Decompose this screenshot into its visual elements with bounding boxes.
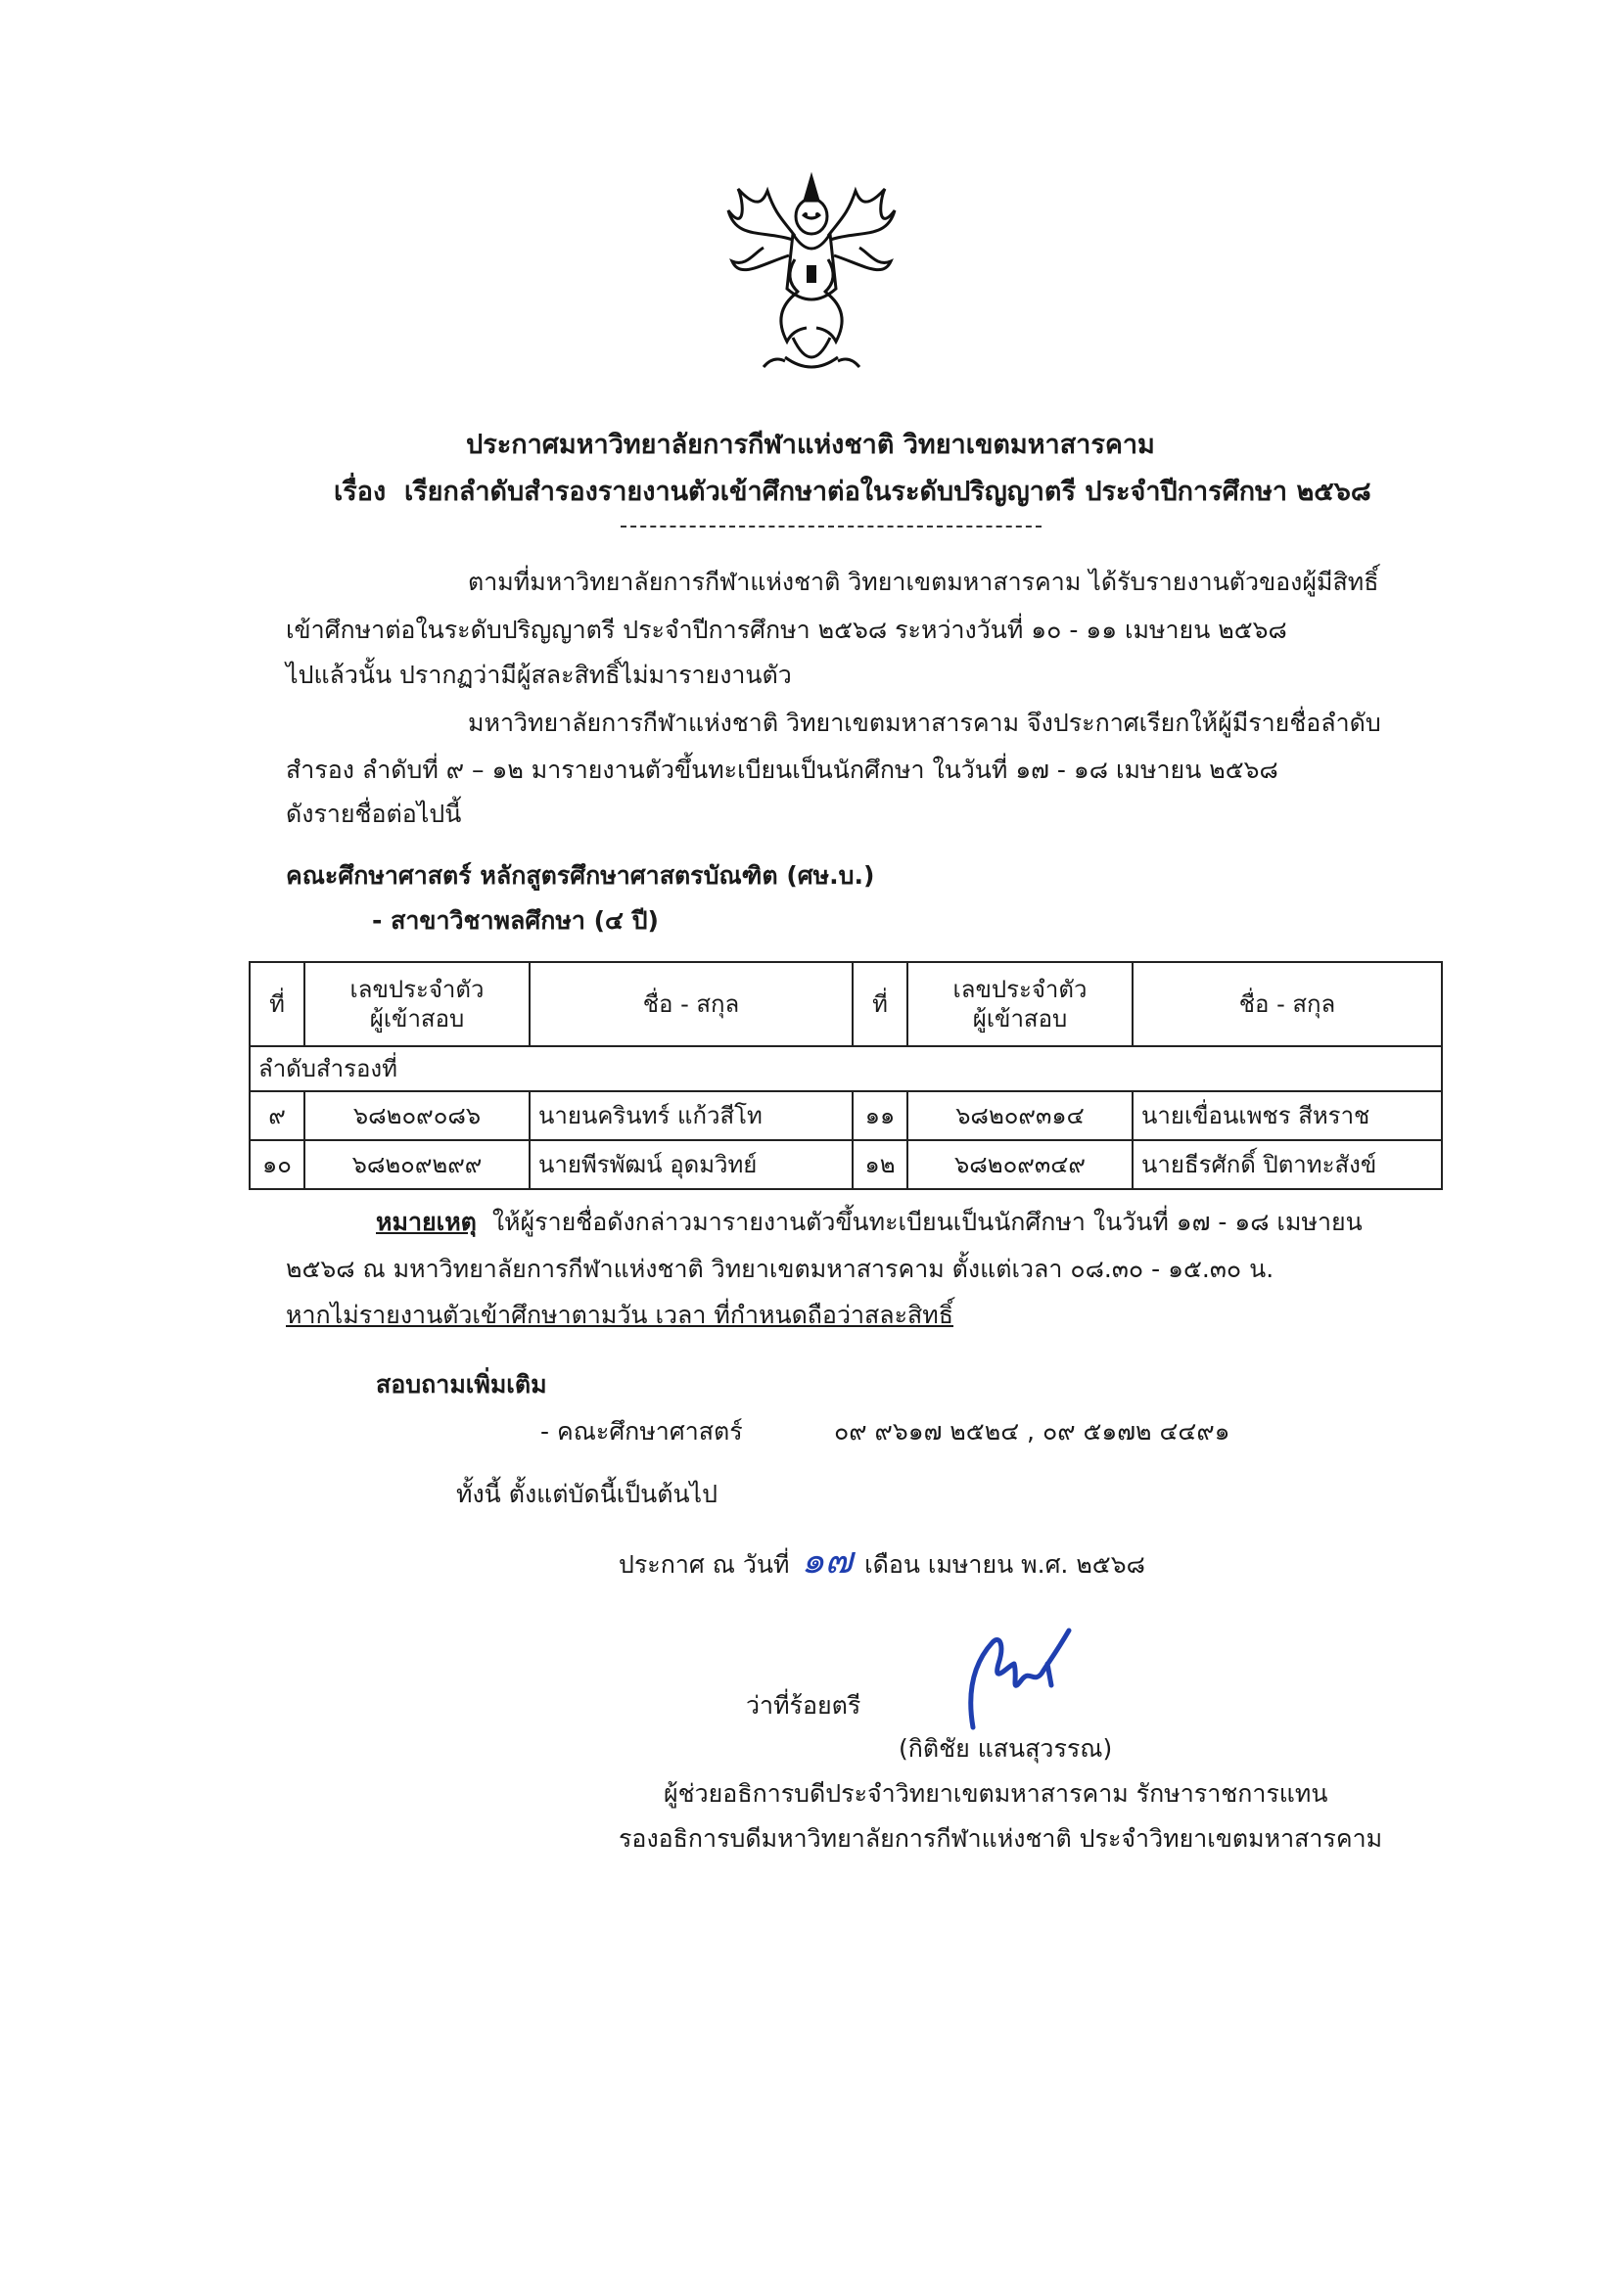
- header-id-line2: ผู้เข้าสอบ: [369, 1005, 465, 1033]
- para1-line2: เข้าศึกษาต่อในระดับปริญญาตรี ประจำปีการศึกษา ๒๕๖๘ ระหว่างวันที่ ๑๐ - ๑๑ เมษายน ๒๕๖๘: [286, 616, 1287, 644]
- note-text: ให้ผู้รายชื่อดังกล่าวมารายงานตัวขึ้นทะเบียนเป็นนักศึกษา ในวันที่ ๑๗ - ๑๘ เมษายน: [491, 1208, 1363, 1236]
- header-id-line1: เลขประจำตัว: [952, 976, 1088, 1003]
- reserve-list-table: [249, 961, 1443, 1190]
- signatory-position2: รองอธิการบดีมหาวิทยาลัยการกีฬาแห่งชาติ ประจำวิทยาเขตมหาสารคาม: [619, 1824, 1383, 1853]
- cell-id: ๖๘๒๐๙๒๙๙: [304, 1140, 530, 1189]
- cell-no: ๑๒: [853, 1140, 907, 1189]
- signatory-position1: ผู้ช่วยอธิการบดีประจำวิทยาเขตมหาสารคาม รักษาราชการแทน: [664, 1779, 1328, 1808]
- contact-phones: ๐๙ ๙๖๑๗ ๒๕๒๔ , ๐๙ ๕๑๗๒ ๔๔๙๑: [834, 1417, 1230, 1446]
- cell-id: ๖๘๒๐๙๓๔๙: [907, 1140, 1133, 1189]
- header-no-left: ที่: [250, 962, 304, 1046]
- header-id-line2: ผู้เข้าสอบ: [972, 1005, 1068, 1033]
- table-header-row: [250, 962, 1442, 1046]
- cell-name: นายนครินทร์ แก้วสีโท: [530, 1091, 853, 1140]
- garuda-emblem-icon: [724, 171, 899, 377]
- note-line2: ๒๕๖๘ ณ มหาวิทยาลัยการกีฬาแห่งชาติ วิทยาเขตมหาสารคาม ตั้งแต่เวลา ๐๘.๓๐ - ๑๕.๓๐ น.: [286, 1255, 1274, 1283]
- subject-text: เรียกลำดับสำรองรายงานตัวเข้าศึกษาต่อในระดับปริญญาตรี ประจำปีการศึกษา ๒๕๖๘: [403, 477, 1371, 507]
- para1-line1: ตามที่มหาวิทยาลัยการกีฬาแห่งชาติ วิทยาเขตมหาสารคาม ได้รับรายงานตัวของผู้มีสิทธิ์: [468, 568, 1379, 596]
- cell-no: ๑๑: [853, 1091, 907, 1140]
- header-id-left: [304, 962, 530, 1046]
- header-no-right: ที่: [853, 962, 907, 1046]
- effective-line: ทั้งนี้ ตั้งแต่บัดนี้เป็นต้นไป: [456, 1480, 718, 1508]
- header-name-right: ชื่อ - สกุล: [1133, 962, 1442, 1046]
- header-id-line1: เลขประจำตัว: [349, 976, 485, 1003]
- para2-line1: มหาวิทยาลัยการกีฬาแห่งชาติ วิทยาเขตมหาสารคาม จึงประกาศเรียกให้ผู้มีรายชื่อลำดับ: [468, 709, 1381, 737]
- table-row: [250, 1140, 1442, 1189]
- cell-id: ๖๘๒๐๙๓๑๔: [907, 1091, 1133, 1140]
- header-id-right: [907, 962, 1133, 1046]
- announced-suffix: เดือน เมษายน พ.ศ. ๒๕๖๘: [864, 1550, 1145, 1579]
- announcement-title: ประกาศมหาวิทยาลัยการกีฬาแห่งชาติ วิทยาเขตมหาสารคาม: [466, 430, 1155, 460]
- major-name: - สาขาวิชาพลศึกษา (๔ ปี): [372, 906, 659, 935]
- contact-dept: - คณะศึกษาศาสตร์: [540, 1417, 743, 1446]
- table-row: [250, 1091, 1442, 1140]
- para2-line2: สำรอง ลำดับที่ ๙ – ๑๒ มารายงานตัวขึ้นทะเบียนเป็นนักศึกษา ในวันที่ ๑๗ - ๑๘ เมษายน ๒๕๖๘: [286, 756, 1278, 784]
- cell-id: ๖๘๒๐๙๐๘๖: [304, 1091, 530, 1140]
- section-label: ลำดับสำรองที่: [250, 1046, 1442, 1091]
- note-line3: หากไม่รายงานตัวเข้าศึกษาตามวัน เวลา ที่กำหนดถือว่าสละสิทธิ์: [286, 1301, 954, 1329]
- subject-label: เรื่อง: [334, 477, 387, 507]
- handwritten-signature-icon: [953, 1625, 1090, 1732]
- note-line1: [376, 1206, 1363, 1239]
- announcement-subject: [334, 470, 1371, 512]
- para1-line3: ไปแล้วนั้น ปรากฏว่ามีผู้สละสิทธิ์ไม่มารายงานตัว: [286, 661, 792, 689]
- announced-date: [619, 1538, 1145, 1582]
- announced-prefix: ประกาศ ณ วันที่: [619, 1550, 790, 1579]
- header-name-left: ชื่อ - สกุล: [530, 962, 853, 1046]
- contact-heading: สอบถามเพิ่มเติม: [376, 1370, 547, 1399]
- faculty-name: คณะศึกษาศาสตร์ หลักสูตรศึกษาศาสตรบัณฑิต (ศษ.บ.): [286, 861, 875, 890]
- signatory-name: (กิติชัย แสนสุวรรณ): [899, 1734, 1113, 1763]
- title-divider: [621, 526, 1042, 528]
- announced-day: ๑๗: [801, 1538, 854, 1582]
- cell-name: นายธีรศักดิ์ ปิตาทะสังข์: [1133, 1140, 1442, 1189]
- table-section-row: [250, 1046, 1442, 1091]
- cell-no: ๑๐: [250, 1140, 304, 1189]
- cell-no: ๙: [250, 1091, 304, 1140]
- para2-line3: ดังรายชื่อต่อไปนี้: [286, 800, 462, 828]
- signatory-rank: ว่าที่ร้อยตรี: [746, 1691, 861, 1720]
- note-label: หมายเหตุ: [376, 1208, 477, 1236]
- cell-name: นายเขื่อนเพชร สีหราช: [1133, 1091, 1442, 1140]
- cell-name: นายพีรพัฒน์ อุดมวิทย์: [530, 1140, 853, 1189]
